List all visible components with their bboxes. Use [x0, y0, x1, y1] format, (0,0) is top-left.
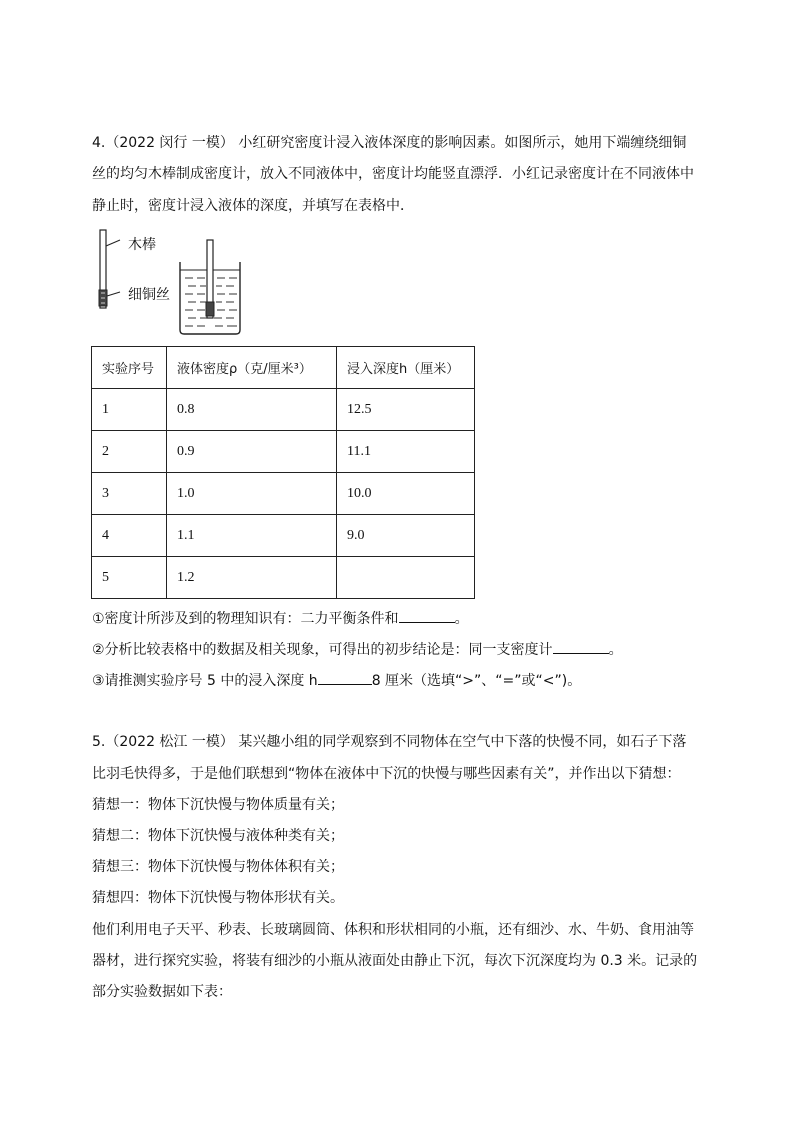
label-wooden-rod: 木棒	[128, 237, 156, 253]
q4-line-2: 丝的均匀木棒制成密度计，放入不同液体中，密度计均能竖直漂浮．小红记录密度计在不同液体中	[92, 166, 694, 182]
subquestion-3-text: ③请推测实验序号 5 中的浸入深度 h	[92, 673, 318, 689]
table-row	[92, 431, 475, 473]
table-header-row	[92, 347, 475, 389]
cell-depth: 9.0	[337, 515, 475, 557]
q5-line-8: 器材，进行探究实验，将装有细沙的小瓶从液面处由静止下沉，每次下沉深度均为 0.3 米。记录的	[92, 953, 698, 969]
cell-density: 0.8	[167, 389, 337, 431]
q5-guess-2: 猜想二：物体下沉快慢与液体种类有关；	[92, 828, 344, 844]
q5-line-7: 他们利用电子天平、秒表、长玻璃圆筒、体积和形状相同的小瓶，还有细沙、水、牛奶、食用油等	[92, 922, 694, 938]
q4-subquestion-3	[92, 671, 581, 689]
subquestion-2-end: 。	[608, 642, 623, 658]
subquestion-1-text: ①密度计所涉及到的物理知识有：二力平衡条件和	[92, 611, 399, 627]
q5-guess-4: 猜想四：物体下沉快慢与物体形状有关。	[92, 890, 344, 906]
answer-blank-3[interactable]	[318, 671, 372, 685]
cell-trial: 5	[92, 557, 167, 599]
q5-guess-1: 猜想一：物体下沉快慢与物体质量有关；	[92, 797, 344, 813]
cell-trial: 2	[92, 431, 167, 473]
cell-depth	[337, 557, 475, 599]
hydrometer-diagram	[92, 226, 262, 338]
table-row	[92, 557, 475, 599]
cell-trial: 1	[92, 389, 167, 431]
cell-density: 0.9	[167, 431, 337, 473]
header-immersion-depth: 浸入深度h（厘米）	[337, 347, 475, 389]
answer-blank-1[interactable]	[399, 609, 455, 623]
cell-depth: 12.5	[337, 389, 475, 431]
hydrometer-figure	[92, 226, 262, 342]
header-trial-number: 实验序号	[92, 347, 167, 389]
q4-subquestion-2	[92, 640, 623, 658]
cell-depth: 10.0	[337, 473, 475, 515]
answer-blank-2[interactable]	[553, 640, 609, 654]
cell-trial: 3	[92, 473, 167, 515]
q5-line-1: 5.（2022 松江 一模） 某兴趣小组的同学观察到不同物体在空气中下落的快慢不同，如石子下落	[92, 734, 687, 750]
q5-line-9: 部分实验数据如下表：	[92, 984, 232, 1000]
cell-density: 1.0	[167, 473, 337, 515]
table-row	[92, 389, 475, 431]
q4-line-1: 4.（2022 闵行 一模） 小红研究密度计浸入液体深度的影响因素。如图所示，她用下端缠绕细铜	[92, 135, 687, 151]
q5-guess-3: 猜想三：物体下沉快慢与物体体积有关；	[92, 859, 344, 875]
subquestion-2-text: ②分析比较表格中的数据及相关现象，可得出的初步结论是：同一支密度计	[92, 642, 553, 658]
q4-subquestion-1	[92, 609, 469, 627]
subquestion-1-end: 。	[454, 611, 469, 627]
cell-density: 1.2	[167, 557, 337, 599]
cell-trial: 4	[92, 515, 167, 557]
density-data-table	[91, 346, 475, 599]
label-copper-wire: 细铜丝	[128, 287, 170, 303]
table-row	[92, 515, 475, 557]
cell-depth: 11.1	[337, 431, 475, 473]
q4-line-3: 静止时，密度计浸入液体的深度，并填写在表格中．	[92, 198, 414, 214]
q5-line-2: 比羽毛快得多，于是他们联想到“物体在液体中下沉的快慢与哪些因素有关”，并作出以下猜想：	[92, 766, 681, 782]
header-liquid-density: 液体密度ρ（克/厘米³）	[167, 347, 337, 389]
table-row	[92, 473, 475, 515]
cell-density: 1.1	[167, 515, 337, 557]
subquestion-3-end: 8 厘米（选填“>”、“=”或“<”)。	[371, 673, 582, 689]
